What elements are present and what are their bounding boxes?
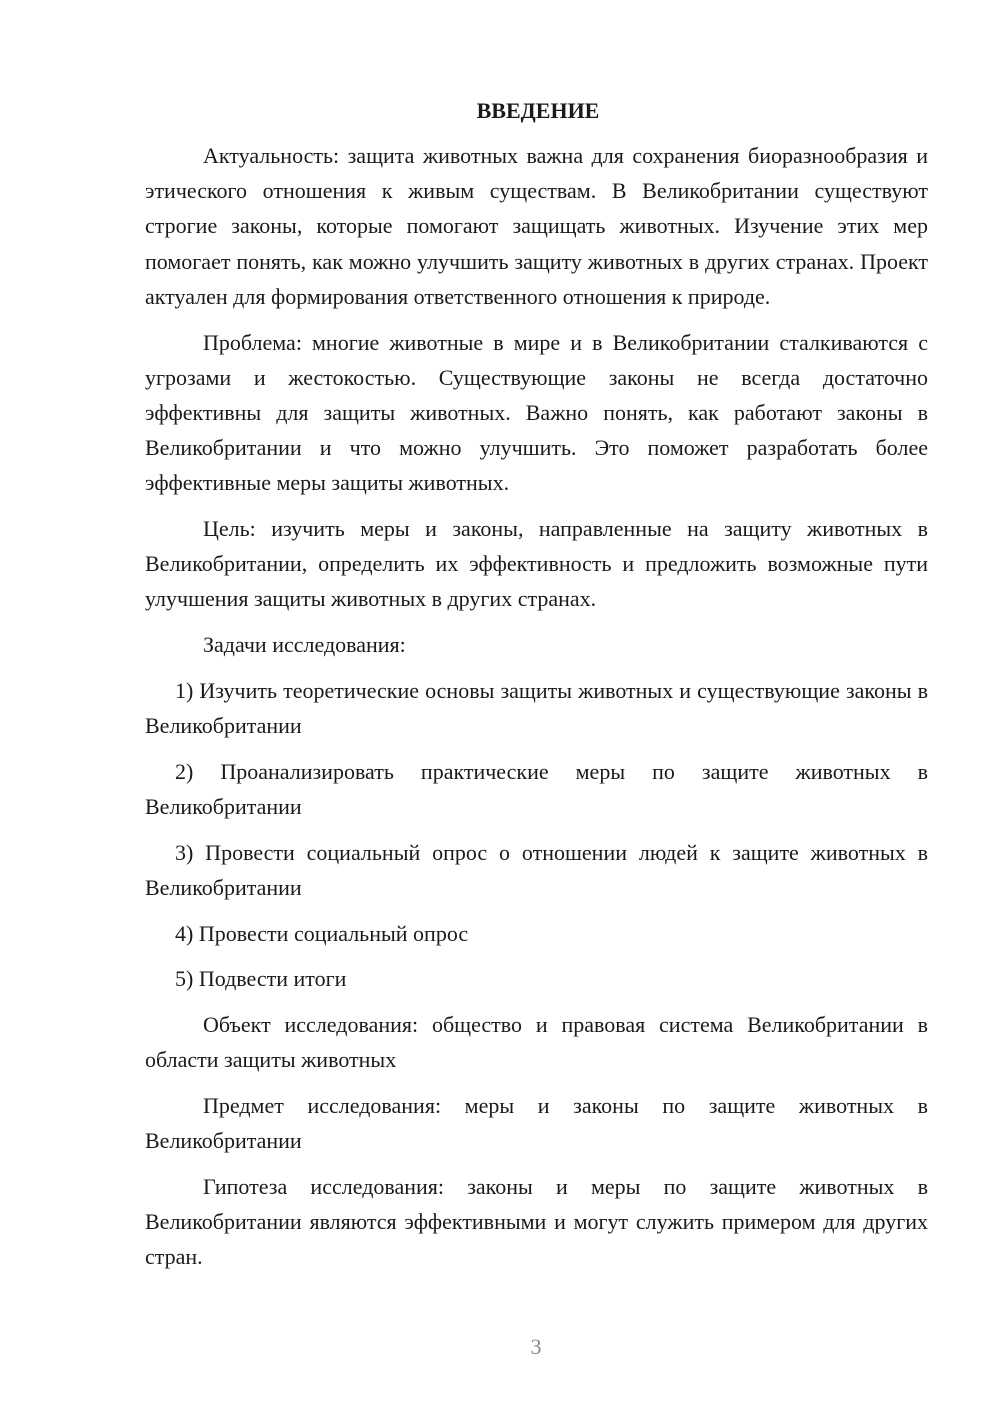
paragraph-goal: Цель: изучить меры и законы, направленные на защиту животных в Великобритании, определить их эффективность и предложить возможные пути улучшения защиты животных в других странах. bbox=[145, 516, 928, 612]
page-content bbox=[145, 93, 928, 1274]
paragraph-object: Объект исследования: общество и правовая система Великобритании в области защиты животных bbox=[145, 1011, 928, 1073]
page-number: 3 bbox=[530, 1334, 542, 1359]
task-item-1: 1) Изучить теоретические основы защиты животных и существующие законы в Великобритании bbox=[145, 677, 928, 739]
task-item-3: 3) Провести социальный опрос о отношении людей к защите животных в Великобритании bbox=[145, 839, 928, 900]
task-item-4: 4) Провести социальный опрос bbox=[175, 920, 469, 946]
paragraph-subject: Предмет исследования: меры и законы по защите животных в Великобритании bbox=[145, 1092, 928, 1154]
paragraph-hypothesis: Гипотеза исследования: законы и меры по защите животных в Великобритании являются эффективными и могут служить примером для других стран. bbox=[145, 1173, 928, 1270]
paragraph-relevance: Актуальность: защита животных важна для сохранения биоразнообразия и этического отношения к живым существам. В Великобритании существуют строгие законы, которые помогают защищать животных. Изучение этих мер помогает понять, как можно улучшить защиту животных в других странах. Проект актуален для формирования ответственного отношения к природе. bbox=[145, 143, 928, 309]
section-title: ВВЕДЕНИЕ bbox=[476, 98, 600, 123]
task-item-2: 2) Проанализировать практические меры по защите животных в Великобритании bbox=[145, 758, 928, 819]
task-item-5: 5) Подвести итоги bbox=[175, 966, 347, 992]
paragraph-problem: Проблема: многие животные в мире и в Великобритании сталкиваются с угрозами и жестокостью. Существующие законы не всегда достаточно эффективны для защиты животных. Важно понять, как работают законы в Великобритании и что можно улучшить. Это поможет разработать более эффективные меры защиты животных. bbox=[145, 329, 928, 496]
paragraph-tasks-heading: Задачи исследования: bbox=[203, 632, 406, 658]
